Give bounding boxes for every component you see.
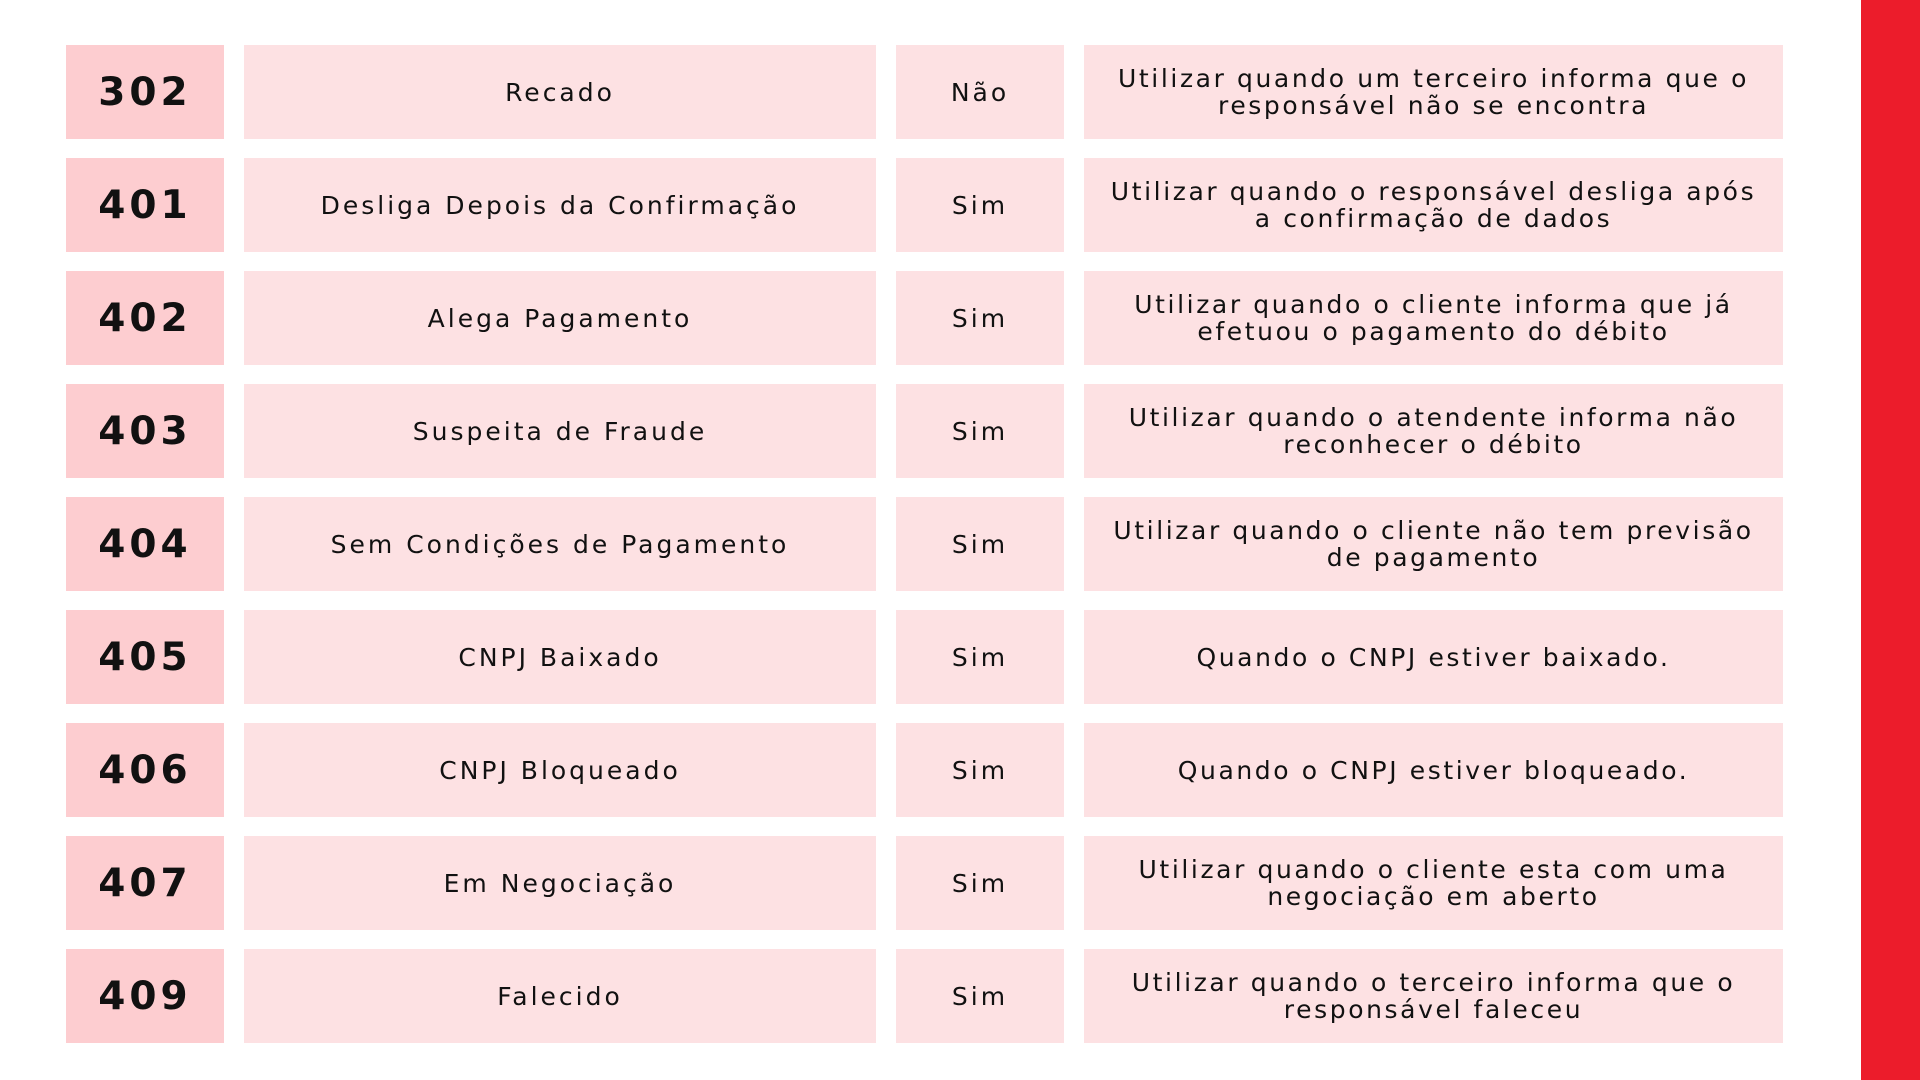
- flag-cell: Sim: [896, 949, 1064, 1043]
- description-cell: Utilizar quando o cliente informa que já efetuou o pagamento do débito: [1084, 271, 1783, 365]
- description-cell: Utilizar quando um terceiro informa que o responsável não se encontra: [1084, 45, 1783, 139]
- name-cell: Suspeita de Fraude: [244, 384, 876, 478]
- table-row: [66, 384, 1783, 478]
- name-cell: CNPJ Bloqueado: [244, 723, 876, 817]
- flag-cell: Sim: [896, 836, 1064, 930]
- table-row: [66, 836, 1783, 930]
- status-code-table: [66, 45, 1783, 1062]
- table-row: [66, 497, 1783, 591]
- description-cell: Utilizar quando o terceiro informa que o responsável faleceu: [1084, 949, 1783, 1043]
- name-cell: Desliga Depois da Confirmação: [244, 158, 876, 252]
- name-cell: Alega Pagamento: [244, 271, 876, 365]
- table-row: [66, 45, 1783, 139]
- table-row: [66, 158, 1783, 252]
- description-cell: Utilizar quando o atendente informa não reconhecer o débito: [1084, 384, 1783, 478]
- code-cell: 407: [66, 836, 224, 930]
- code-cell: 302: [66, 45, 224, 139]
- name-cell: Falecido: [244, 949, 876, 1043]
- flag-cell: Sim: [896, 384, 1064, 478]
- flag-cell: Sim: [896, 271, 1064, 365]
- flag-cell: Não: [896, 45, 1064, 139]
- code-cell: 406: [66, 723, 224, 817]
- flag-cell: Sim: [896, 158, 1064, 252]
- code-cell: 403: [66, 384, 224, 478]
- code-cell: 405: [66, 610, 224, 704]
- name-cell: Recado: [244, 45, 876, 139]
- description-cell: Utilizar quando o cliente não tem previsão de pagamento: [1084, 497, 1783, 591]
- flag-cell: Sim: [896, 497, 1064, 591]
- name-cell: Sem Condições de Pagamento: [244, 497, 876, 591]
- code-cell: 409: [66, 949, 224, 1043]
- code-cell: 402: [66, 271, 224, 365]
- code-cell: 401: [66, 158, 224, 252]
- description-cell: Utilizar quando o responsável desliga após a confirmação de dados: [1084, 158, 1783, 252]
- name-cell: CNPJ Baixado: [244, 610, 876, 704]
- table-row: [66, 723, 1783, 817]
- table-row: [66, 949, 1783, 1043]
- description-cell: Utilizar quando o cliente esta com uma negociação em aberto: [1084, 836, 1783, 930]
- flag-cell: Sim: [896, 610, 1064, 704]
- code-cell: 404: [66, 497, 224, 591]
- description-cell: Quando o CNPJ estiver baixado.: [1084, 610, 1783, 704]
- table-row: [66, 610, 1783, 704]
- flag-cell: Sim: [896, 723, 1064, 817]
- accent-side-bar: [1861, 0, 1920, 1080]
- name-cell: Em Negociação: [244, 836, 876, 930]
- table-row: [66, 271, 1783, 365]
- description-cell: Quando o CNPJ estiver bloqueado.: [1084, 723, 1783, 817]
